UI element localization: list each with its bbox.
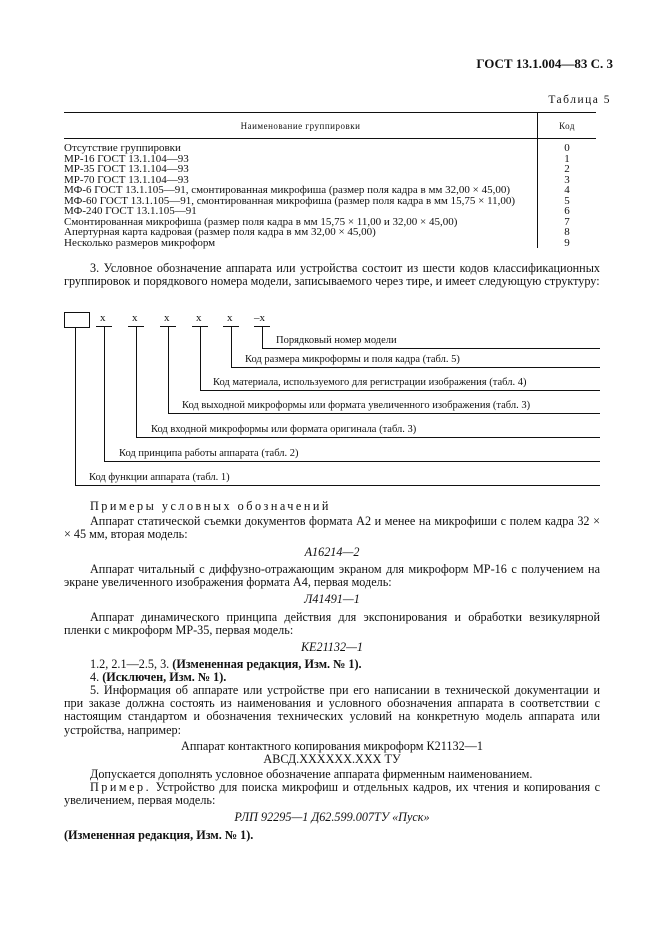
- table-title: Таблица 5: [548, 94, 611, 106]
- codes-cell: [538, 139, 597, 249]
- connector-line: [262, 348, 600, 349]
- col-code-header: Код: [538, 113, 597, 139]
- code-value: 5: [564, 194, 570, 207]
- example-2-text: Аппарат читальный с диффузно-отражающим экраном для микроформ МР-16 с получением на экране увеличенного изображения формата А4, первая модель:: [64, 562, 600, 590]
- paragraph-allow: Допускается дополнять условное обозначение аппарата фирменным наименованием.: [90, 767, 533, 781]
- example-6-text: Устройство для поиска микрофиш и отдельных кадров, их чтения и копирования с увеличением, первая модель:: [64, 780, 600, 808]
- scheme-x-4: х: [196, 312, 202, 324]
- code-value: 7: [564, 215, 570, 228]
- examples-heading: Примеры условных обозначений: [90, 499, 331, 513]
- connector-line: [104, 461, 600, 462]
- connector-line: [168, 327, 169, 413]
- code-value: 8: [564, 226, 570, 238]
- amendment-bold: (Измененная редакция, Изм. № 1).: [172, 657, 362, 671]
- example-6-code: РЛП 92295—1 Д62.599.007ТУ «Пуск»: [234, 810, 430, 824]
- connector-line: [200, 390, 600, 391]
- example-5-line-1: Аппарат контактного копирования микроформ К21132—1: [181, 739, 483, 753]
- code-value: 0: [564, 142, 570, 154]
- paragraph-3: 3. Условное обозначение аппарата или устройства состоит из шести кодов классификационных группировок и порядкового номера модели, записываемого через тире, и имеет следующую структуру:: [64, 261, 600, 289]
- scheme-x-6: –х: [254, 312, 265, 324]
- table-row: МР-16 ГОСТ 13.1.104—93: [64, 152, 189, 165]
- table-row: МФ-240 ГОСТ 13.1.105—91: [64, 205, 197, 217]
- connector-line: [136, 327, 137, 437]
- table-row: МФ-60 ГОСТ 13.1.105—91, смонтированная микрофиша (размер поля кадра в мм 15,75 × 11,00): [64, 194, 516, 207]
- example-1-text: Аппарат статической съемки документов формата А2 и менее на микрофиши с полем кадра 32 × × 45 мм, вторая модель:: [64, 514, 600, 542]
- connector-line: [75, 327, 76, 485]
- connector-line: [231, 367, 600, 368]
- connector-line: [104, 327, 105, 461]
- scheme-x-5: х: [227, 312, 233, 324]
- page-header: ГОСТ 13.1.004—83 С. 3: [476, 56, 613, 71]
- paragraph-4-bold: (Исключен, Изм. № 1).: [102, 670, 227, 684]
- connector-line: [75, 485, 600, 486]
- connector-line: [168, 413, 600, 414]
- scheme-x-3: х: [164, 312, 170, 324]
- scheme-label-principle: Код принципа работы аппарата (табл. 2): [119, 448, 299, 459]
- table-row: МР-70 ГОСТ 13.1.104—93: [64, 173, 189, 186]
- scheme-label-model: Порядковый номер модели: [276, 335, 397, 346]
- table-5: [64, 112, 596, 248]
- scheme-x-2: х: [132, 312, 138, 324]
- scheme-label-size: Код размера микроформы и поля кадра (табл. 5): [245, 354, 460, 365]
- final-amendment: (Измененная редакция, Изм. № 1).: [64, 828, 254, 842]
- example-3-code: КЕ21132—1: [300, 640, 364, 654]
- code-value: 9: [564, 236, 570, 249]
- connector-line: [200, 327, 201, 390]
- table-row: МР-35 ГОСТ 13.1.104—93: [64, 163, 189, 175]
- code-value: 6: [564, 205, 570, 217]
- amendment-sections: 1.2, 2.1—2.5, 3.: [90, 657, 173, 671]
- example-6-label: Пример.: [90, 780, 152, 794]
- scheme-label-material: Код материала, используемого для регистрации изображения (табл. 4): [213, 377, 527, 388]
- example-6: [64, 781, 600, 807]
- paragraph-4-number: 4.: [90, 670, 103, 684]
- function-code-box: [64, 312, 90, 328]
- code-value: 4: [564, 184, 570, 196]
- code-value: 3: [564, 173, 570, 186]
- example-5-line-2: АВСД.ХХХХХХ.ХХХ ТУ: [263, 752, 401, 766]
- table-row: Отсутствие группировки: [64, 142, 181, 154]
- example-2-code: Л41491—1: [304, 592, 360, 606]
- scheme-label-function: Код функции аппарата (табл. 1): [89, 472, 230, 483]
- table-row: Смонтированная микрофиша (размер поля кадра в мм 15,75 × 11,00 и 32,00 × 45,00): [64, 215, 458, 228]
- paragraph-5: 5. Информация об аппарате или устройстве при его написании в технической документации и при заказе должна состоять из наименования и условного обозначения аппарата в соответствии с настоящим стандартом и обозначения технических условий на конкретную модель аппарата или устройства, например:: [64, 683, 600, 737]
- connector-line: [262, 327, 263, 348]
- scheme-x-1: х: [100, 312, 106, 324]
- connector-line: [231, 327, 232, 367]
- example-3-text: Аппарат динамического принципа действия для экспонирования и обработки везикулярной пленки с микроформ МР-35, первая модель:: [64, 610, 600, 638]
- scheme-label-output: Код выходной микроформы или формата увеличенного изображения (табл. 3): [182, 400, 531, 411]
- code-value: 2: [564, 163, 570, 175]
- table-row: Несколько размеров микроформ: [64, 236, 216, 249]
- example-1-code: А16214—2: [304, 545, 360, 559]
- names-cell: [64, 139, 538, 249]
- col-name-header: Наименование группировки: [64, 113, 538, 139]
- connector-line: [136, 437, 600, 438]
- table-row: Апертурная карта кадровая (размер поля кадра в мм 32,00 × 45,00): [64, 226, 376, 238]
- table-row: МФ-6 ГОСТ 13.1.105—91, смонтированная микрофиша (размер поля кадра в мм 32,00 × 45,00): [64, 184, 510, 196]
- code-value: 1: [564, 152, 570, 165]
- scheme-label-input: Код входной микроформы или формата оригинала (табл. 3): [151, 424, 417, 435]
